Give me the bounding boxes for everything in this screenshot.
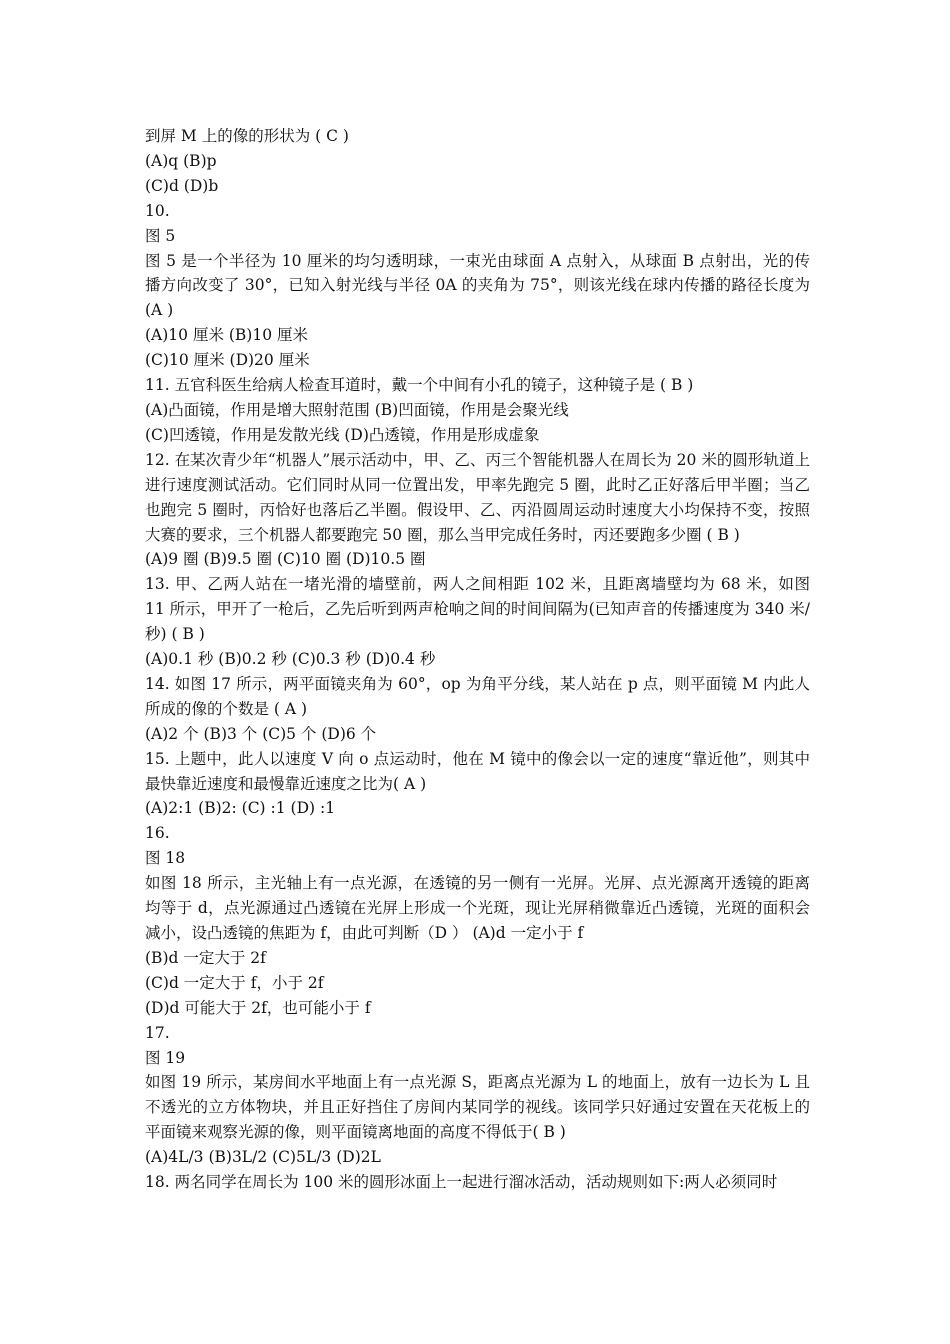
text-paragraph: 14. 如图 17 所示，两平面镜夹角为 60°，op 为角平分线，某人站在 p 点，则平面镜 M 内此人所成的像的个数是 ( A ) [145,674,810,718]
text-paragraph: 13. 甲、乙两人站在一堵光滑的墙壁前，两人之间相距 102 米，且距离墙壁均为 68 米，如图 11 所示，甲开了一枪后，乙先后听到两声枪响之间的时间间隔为(已知声音的传播速度为 340 米/秒) ( B ) [145,575,810,644]
text-line: (C)d 一定大于 f，小于 2f [145,973,324,992]
text-paragraph: 18. 两名同学在周长为 100 米的圆形冰面上一起进行溜冰活动，活动规则如下:两人必须同时 [145,1173,778,1192]
text-line: 图 18 [145,849,186,868]
text-line: (A)q (B)p [145,151,217,170]
text-line: (A)2 个 (B)3 个 (C)5 个 (D)6 个 [145,724,377,743]
text-line: (C)10 厘米 (D)20 厘米 [145,351,310,370]
text-line: (A)9 圈 (B)9.5 圈 (C)10 圈 (D)10.5 圈 [145,550,426,569]
text-line: (A)10 厘米 (B)10 厘米 [145,326,309,345]
text-paragraph: 如图 18 所示，主光轴上有一点光源，在透镜的另一侧有一光屏。光屏、点光源离开透镜的距离均等于 d，点光源通过凸透镜在光屏上形成一个光斑，现让光屏稍微靠近凸透镜，光斑的面积会减小，设凸透镜的焦距为 f，由此可判断（D ） (A)d 一定小于 f [145,874,810,942]
text-line: 图 5 [145,226,176,245]
text-line: (C)凹透镜，作用是发散光线 (D)凸透镜，作用是形成虚象 [145,425,540,444]
text-line: (D)d 可能大于 2f，也可能小于 f [145,998,371,1017]
text-line: (C)d (D)b [145,176,219,195]
text-paragraph: 如图 19 所示，某房间水平地面上有一点光源 S，距离点光源为 L 的地面上，放有一边长为 L 且不透光的立方体物块，并且正好挡住了房间内某同学的视线。该同学只好通过安置在天花板上的平面镜来观察光源的像，则平面镜离地面的高度不得低于( B ) [145,1073,810,1142]
text-line: 到屏 M 上的像的形状为 ( C ) [145,127,349,145]
text-line: (A)4L/3 (B)3L/2 (C)5L/3 (D)2L [145,1148,381,1167]
text-paragraph: 15. 上题中，此人以速度 V 向 o 点运动时，他在 M 镜中的像会以一定的速度“靠近他”，则其中最快靠近速度和最慢靠近速度之比为( A ) [145,749,810,793]
text-line: (A)凸面镜，作用是增大照射范围 (B)凹面镜，作用是会聚光线 [145,400,569,419]
text-line: 16. [145,824,170,843]
text-line: (B)d 一定大于 2f [145,948,266,967]
text-line: 图 19 [145,1048,186,1067]
document-page [145,124,810,1195]
text-line: 10. [145,201,170,220]
text-paragraph: 12. 在某次青少年“机器人”展示活动中，甲、乙、丙三个智能机器人在周长为 20 米的圆形轨道上进行速度测试活动。它们同时从同一位置出发，甲率先跑完 5 圈，此时乙正好落后甲半圈；当乙也跑完 5 圈时，丙恰好也落后乙半圈。假设甲、乙、丙沿圆周运动时速度大小均保持不变，按照大赛的要求，三个机器人都要跑完 50 圈，那么当甲完成任务时，丙还要跑多少圈 ( B ) [145,450,810,544]
text-paragraph: 图 5 是一个半径为 10 厘米的均匀透明球，一束光由球面 A 点射入，从球面 B 点射出，光的传播方向改变了 30°，已知入射光线与半径 0A 的夹角为 75°，则该光线在球内传播的路径长度为 (A ) [145,251,810,320]
text-line: (A)0.1 秒 (B)0.2 秒 (C)0.3 秒 (D)0.4 秒 [145,650,436,669]
text-line: 11. 五官科医生给病人检查耳道时，戴一个中间有小孔的镜子，这种镜子是 ( B ) [145,376,694,395]
text-line: 17. [145,1023,170,1042]
text-line: (A)2:1 (B)2: (C) :1 (D) :1 [145,799,336,818]
